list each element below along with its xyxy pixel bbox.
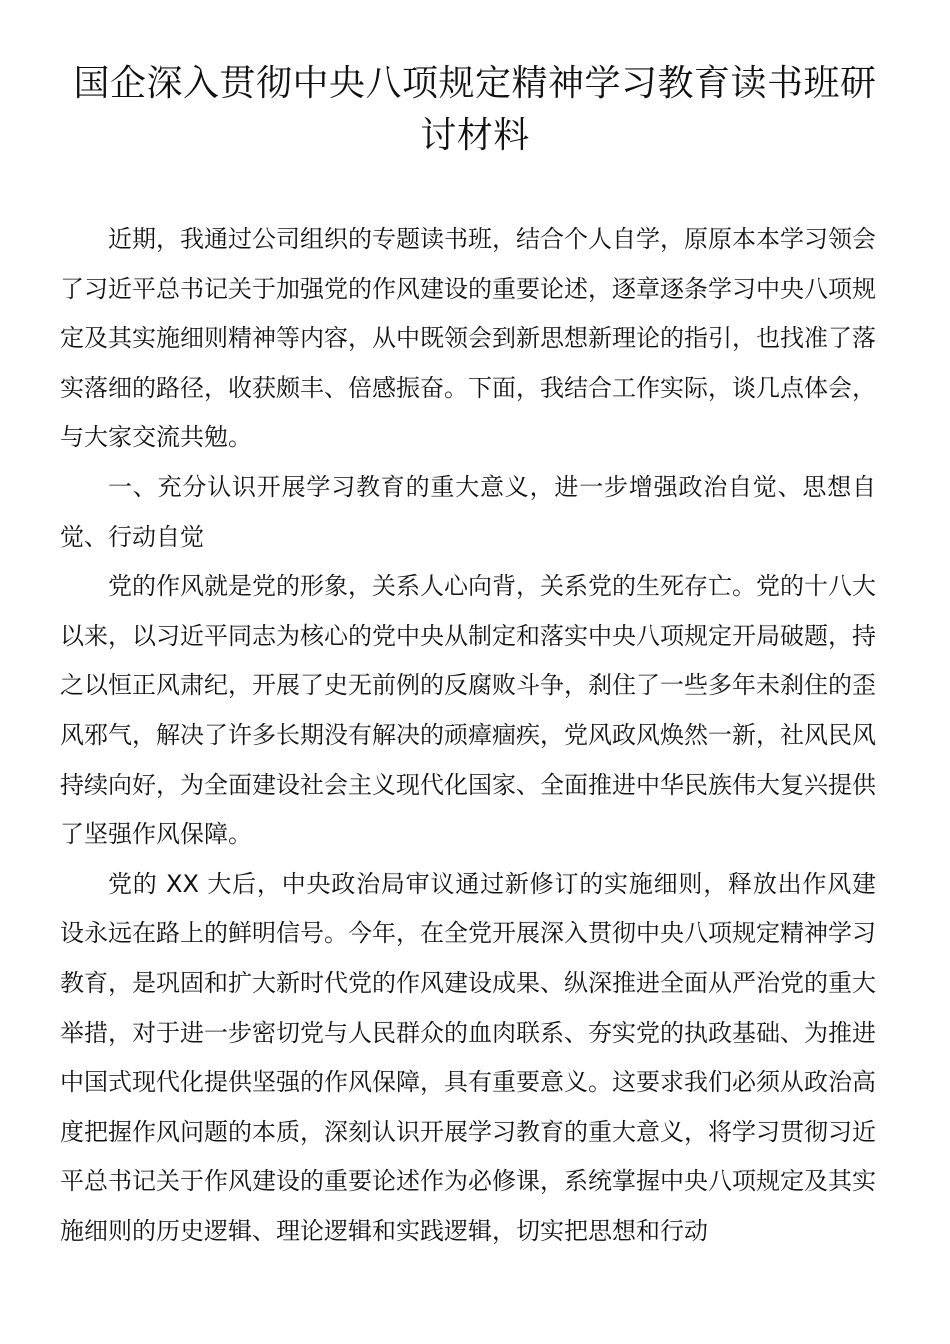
paragraph-work-style: 党的作风就是党的形象，关系人心向背，关系党的生死存亡。党的十八大以来，以习近平同志为核心的党中央从制定和落实中央八项规定开局破题，持之以恒正风肃纪，开展了史无前例的反腐败斗争，刹住了一些多年未刹住的歪风邪气，解决了许多长期没有解决的顽瘴痼疾，党风政风焕然一新，社风民风持续向好，为全面建设社会主义现代化国家、全面推进中华民族伟大复兴提供了坚强作风保障。 xyxy=(60,572,876,849)
section-heading-1: 一、充分认识开展学习教育的重大意义，进一步增强政治自觉、思想自觉、行动自觉 xyxy=(60,472,876,551)
document-body xyxy=(60,215,876,1256)
document-title: 国企深入贯彻中央八项规定精神学习教育读书班研讨材料 xyxy=(73,63,877,156)
paragraph-significance: 党的 XX 大后，中央政治局审议通过新修订的实施细则，释放出作风建设永远在路上的鲜明信号。今年，在全党开展深入贯彻中央八项规定精神学习教育，是巩固和扩大新时代党的作风建设成果、纵深推进全面从严治党的重大举措，对于进一步密切党与人民群众的血肉联系、夯实党的执政基础、为推进中国式现代化提供坚强的作风保障，具有重要意义。这要求我们必须从政治高度把握作风问题的本质，深刻认识开展学习教育的重大意义，将学习贯彻习近平总书记关于作风建设的重要论述作为必修课，系统掌握中央八项规定及其实施细则的历史逻辑、理论逻辑和实践逻辑，切实把思想和行动 xyxy=(60,869,876,1245)
paragraph-intro: 近期，我通过公司组织的专题读书班，结合个人自学，原原本本学习领会了习近平总书记关于加强党的作风建设的重要论述，逐章逐条学习中央八项规定及其实施细则精神等内容，从中既领会到新思想新理论的指引，也找准了落实落细的路径，收获颇丰、倍感振奋。下面，我结合工作实际，谈几点体会，与大家交流共勉。 xyxy=(60,225,876,452)
